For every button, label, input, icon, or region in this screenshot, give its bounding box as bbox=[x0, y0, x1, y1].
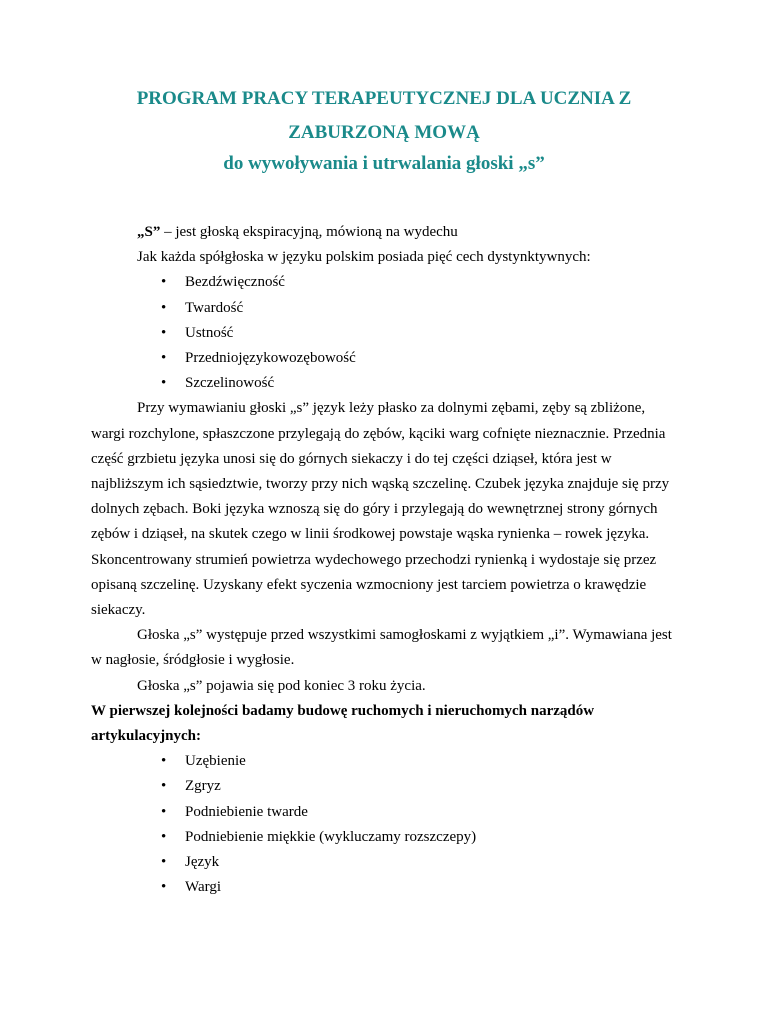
intro-definition bbox=[91, 220, 681, 245]
document-body bbox=[91, 220, 681, 900]
bullet-icon: • bbox=[161, 828, 167, 845]
subtitle: do wywoływania i utrwalania głoski „s” bbox=[223, 153, 545, 174]
list-item: • Zgryz bbox=[161, 774, 681, 799]
list-item: • Podniebienie miękkie (wykluczamy rozszczepy) bbox=[161, 825, 681, 850]
list-item: • Uzębienie bbox=[161, 749, 681, 774]
list-item: • Ustność bbox=[161, 321, 681, 346]
bullet-icon: • bbox=[161, 803, 167, 820]
list-item: • Podniebienie twarde bbox=[161, 800, 681, 825]
list-item: • Przedniojęzykowozębowość bbox=[161, 346, 681, 371]
list-item: • Twardość bbox=[161, 296, 681, 321]
organs-list bbox=[91, 749, 681, 900]
list-item: • Bezdźwięczność bbox=[161, 270, 681, 295]
bullet-icon: • bbox=[161, 274, 167, 291]
bullet-icon: • bbox=[161, 753, 167, 770]
bullet-icon: • bbox=[161, 299, 167, 316]
bullet-icon: • bbox=[161, 854, 167, 871]
title-line-1: PROGRAM PRACY TERAPEUTYCZNEJ DLA UCZNIA Z bbox=[136, 88, 632, 109]
list-item: • Wargi bbox=[161, 875, 681, 900]
bullet-icon: • bbox=[161, 324, 167, 341]
age-paragraph: Głoska „s” pojawia się pod koniec 3 roku życia. bbox=[137, 677, 426, 694]
features-list bbox=[91, 270, 681, 396]
title-line-2: ZABURZONĄ MOWĄ bbox=[288, 122, 480, 143]
bullet-icon: • bbox=[161, 375, 167, 392]
s-description: – jest głoską ekspiracyjną, mówioną na wydechu bbox=[160, 224, 458, 240]
bullet-icon: • bbox=[161, 778, 167, 795]
features-lead: Jak każda spółgłoska w języku polskim posiada pięć cech dystynktywnych: bbox=[137, 249, 591, 266]
bullet-icon: • bbox=[161, 879, 167, 896]
s-label: „S” bbox=[137, 224, 161, 240]
list-item: • Język bbox=[161, 850, 681, 875]
articulation-paragraph: Przy wymawianiu głoski „s” język leży płasko za dolnymi zębami, zęby są zbliżone, wargi rozchylone, spłaszczone przylegają do zębów, kąciki warg cofnięte nieznacznie. Przednia część grzbietu języka unosi się do górnych siekaczy i do tej części dziąseł, która jest w najbliższym ich sąsiedztwie, tworzy przy nich wąską szczelinę. Czubek języka znajduje się przy dolnych zębach. Boki języka wznoszą się do góry i przylegają do wewnętrznej strony górnych zębów i dziąseł, na skutek czego w linii środkowej powstaje wąska rynienka – rowek języka. Skoncentrowany strumień powietrza wydechowego przechodzi rynienką i wydostaje się przez opisaną szczelinę. Uzyskany efekt syczenia wzmocniony jest tarciem powietrza o krawędzie siekaczy. bbox=[91, 400, 670, 619]
bullet-icon: • bbox=[161, 350, 167, 367]
exam-heading: W pierwszej kolejności badamy budowę ruchomych i nieruchomych narządów artykulacyjnych: bbox=[91, 702, 595, 745]
occurrence-paragraph: Głoska „s” występuje przed wszystkimi samogłoskami z wyjątkiem „i”. Wymawiana jest w nagłosie, śródgłosie i wygłosie. bbox=[91, 627, 672, 669]
list-item: • Szczelinowość bbox=[161, 371, 681, 396]
